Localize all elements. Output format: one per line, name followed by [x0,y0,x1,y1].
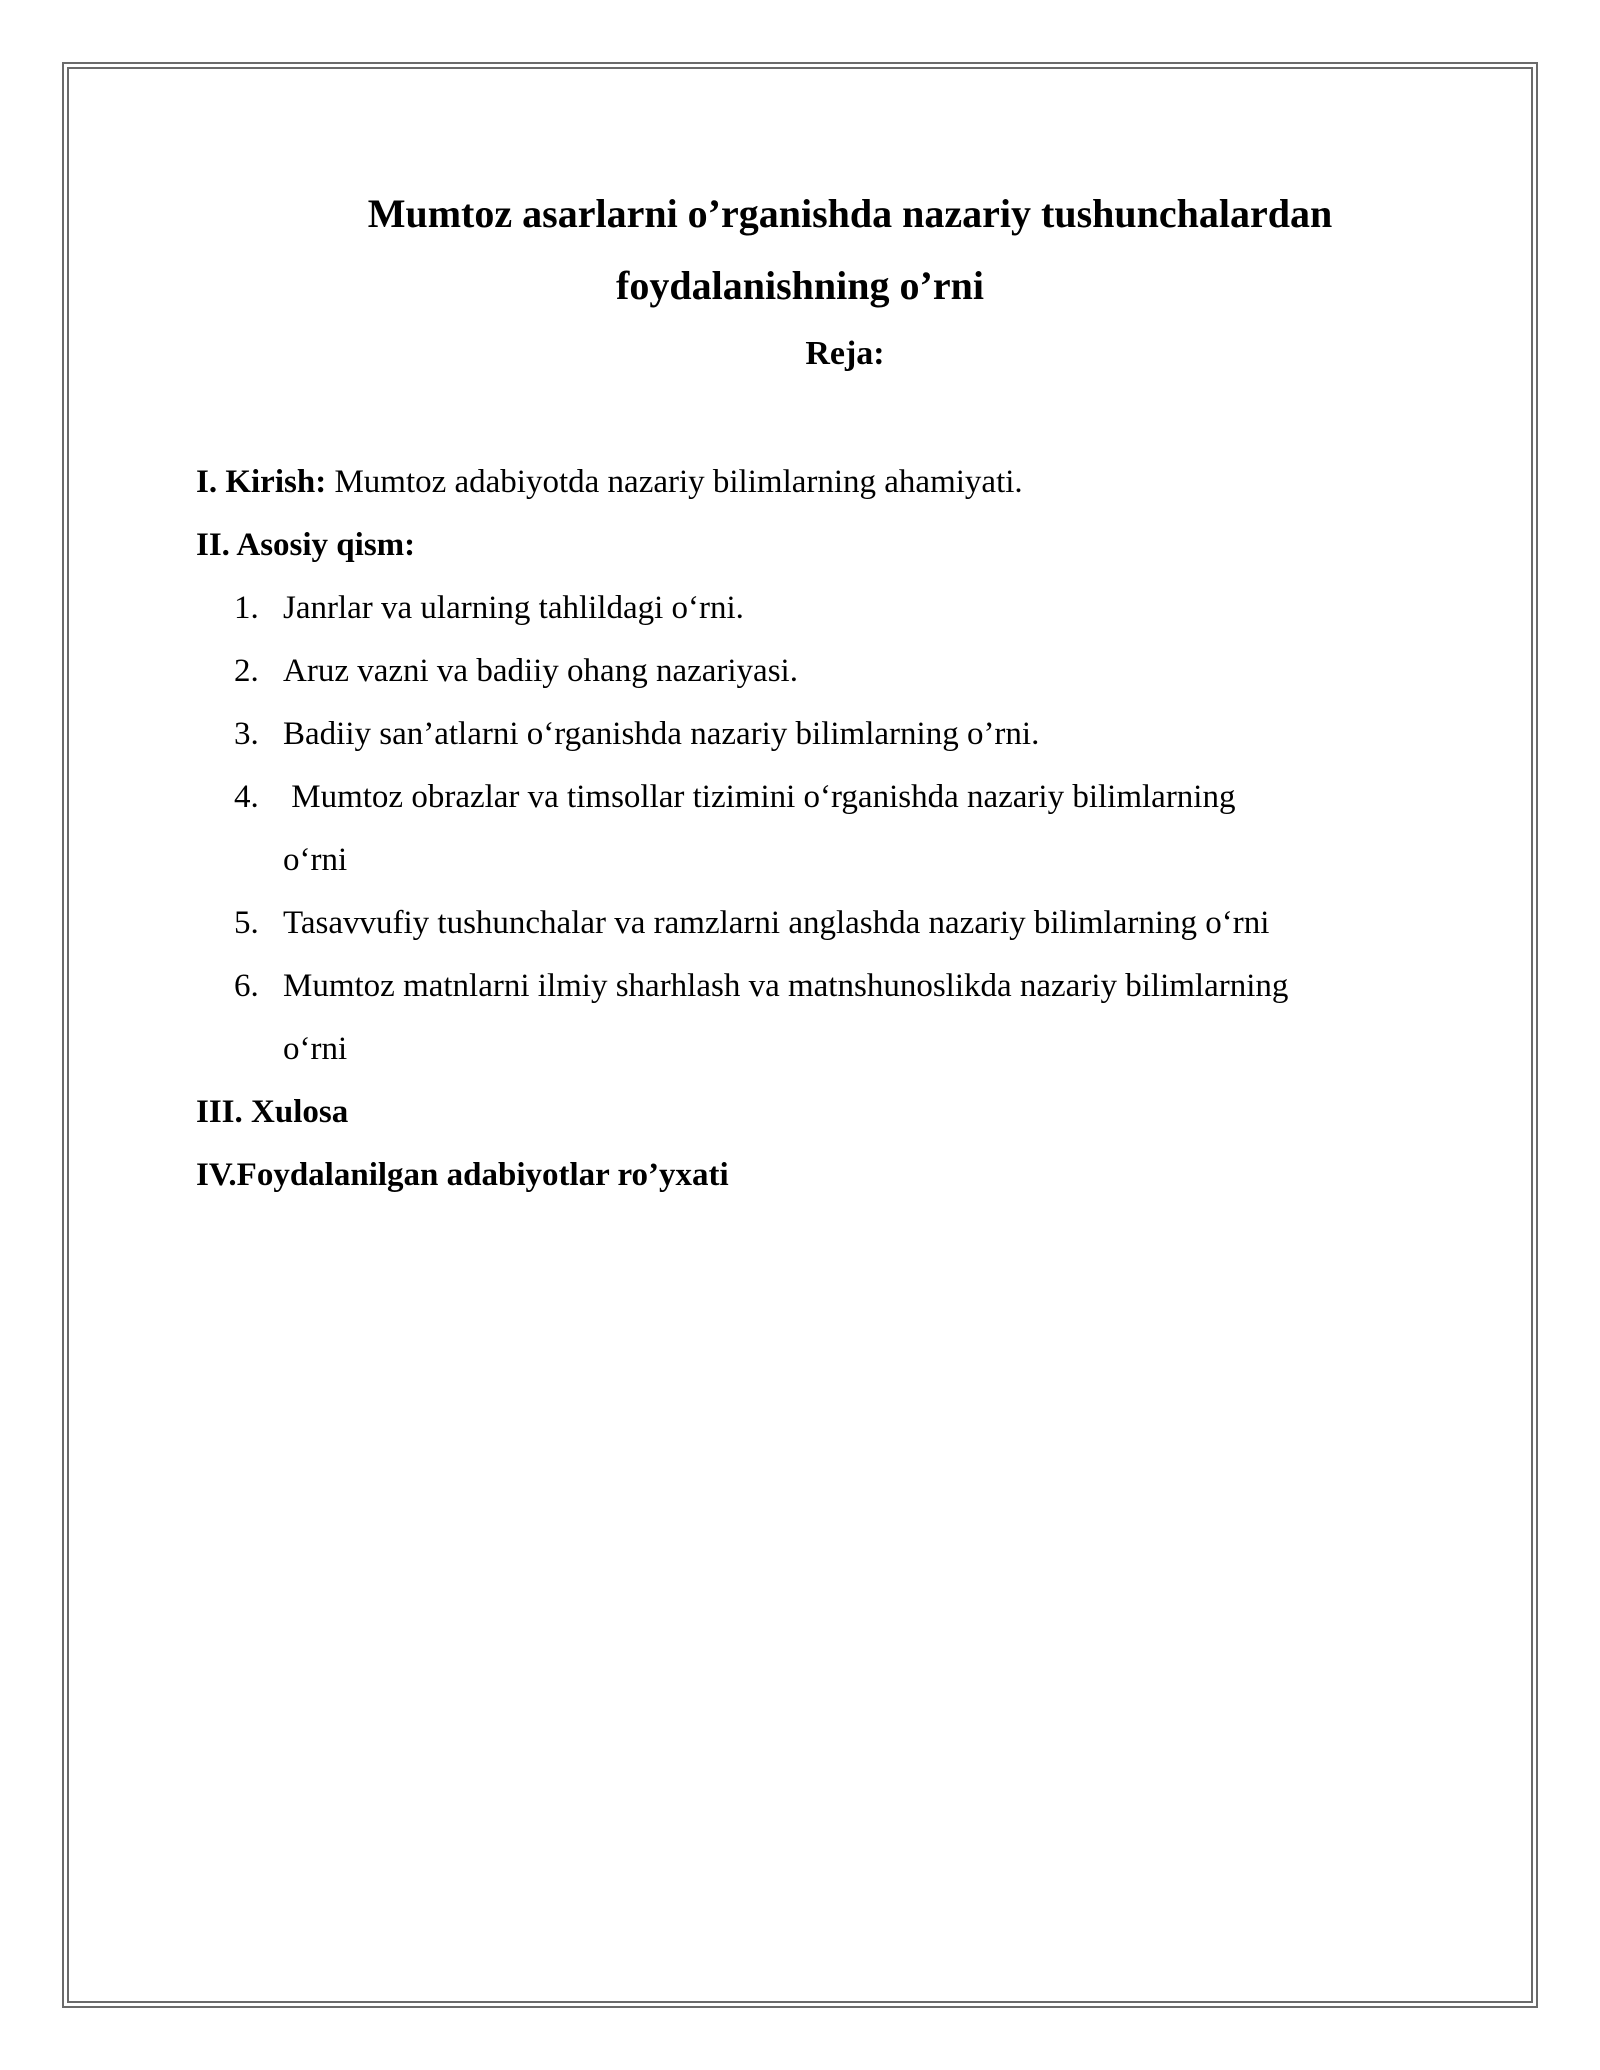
list-item-text: Tasavvufiy tushunchalar va ramzlarni anglashda nazariy bilimlarning o‘rni [283,905,1270,941]
section-intro-label: I. Kirish: [196,464,327,500]
list-item-number: 1. [234,590,259,626]
section-intro-text: Mumtoz adabiyotda nazariy bilimlarning ahamiyati. [326,464,1023,500]
list-item-text-continued: o‘rni [283,842,348,878]
list-item-text-continued: o‘rni [283,1031,348,1067]
list-item-text: Badiiy san’atlarni o‘rganishda nazariy bilimlarning o’rni. [283,716,1040,752]
list-item-text: Mumtoz matnlarni ilmiy sharhlash va matnshunoslikda nazariy bilimlarning [283,968,1289,1004]
list-item-number: 4. [234,779,259,815]
plan-heading: Reja: [805,335,885,372]
document-title-line-1: Mumtoz asarlarni o’rganishda nazariy tushunchalardan [367,191,1333,236]
list-item-text: Mumtoz obrazlar va timsollar tizimini o‘rganishda nazariy bilimlarning [283,779,1236,815]
list-item-number: 5. [234,905,259,941]
list-item-text: Janrlar va ularning tahlildagi o‘rni. [283,590,744,626]
section-references: IV.Foydalanilgan adabiyotlar ro’yxati [196,1157,729,1193]
list-item-number: 3. [234,716,259,752]
document-title-line-2: foydalanishning o’rni [616,263,984,308]
list-item-text: Aruz vazni va badiiy ohang nazariyasi. [283,653,798,689]
section-main-label: II. Asosiy qism: [196,527,416,563]
list-item-number: 6. [234,968,259,1004]
list-item-number: 2. [234,653,259,689]
section-conclusion: III. Xulosa [196,1094,349,1130]
section-intro [196,462,1023,502]
